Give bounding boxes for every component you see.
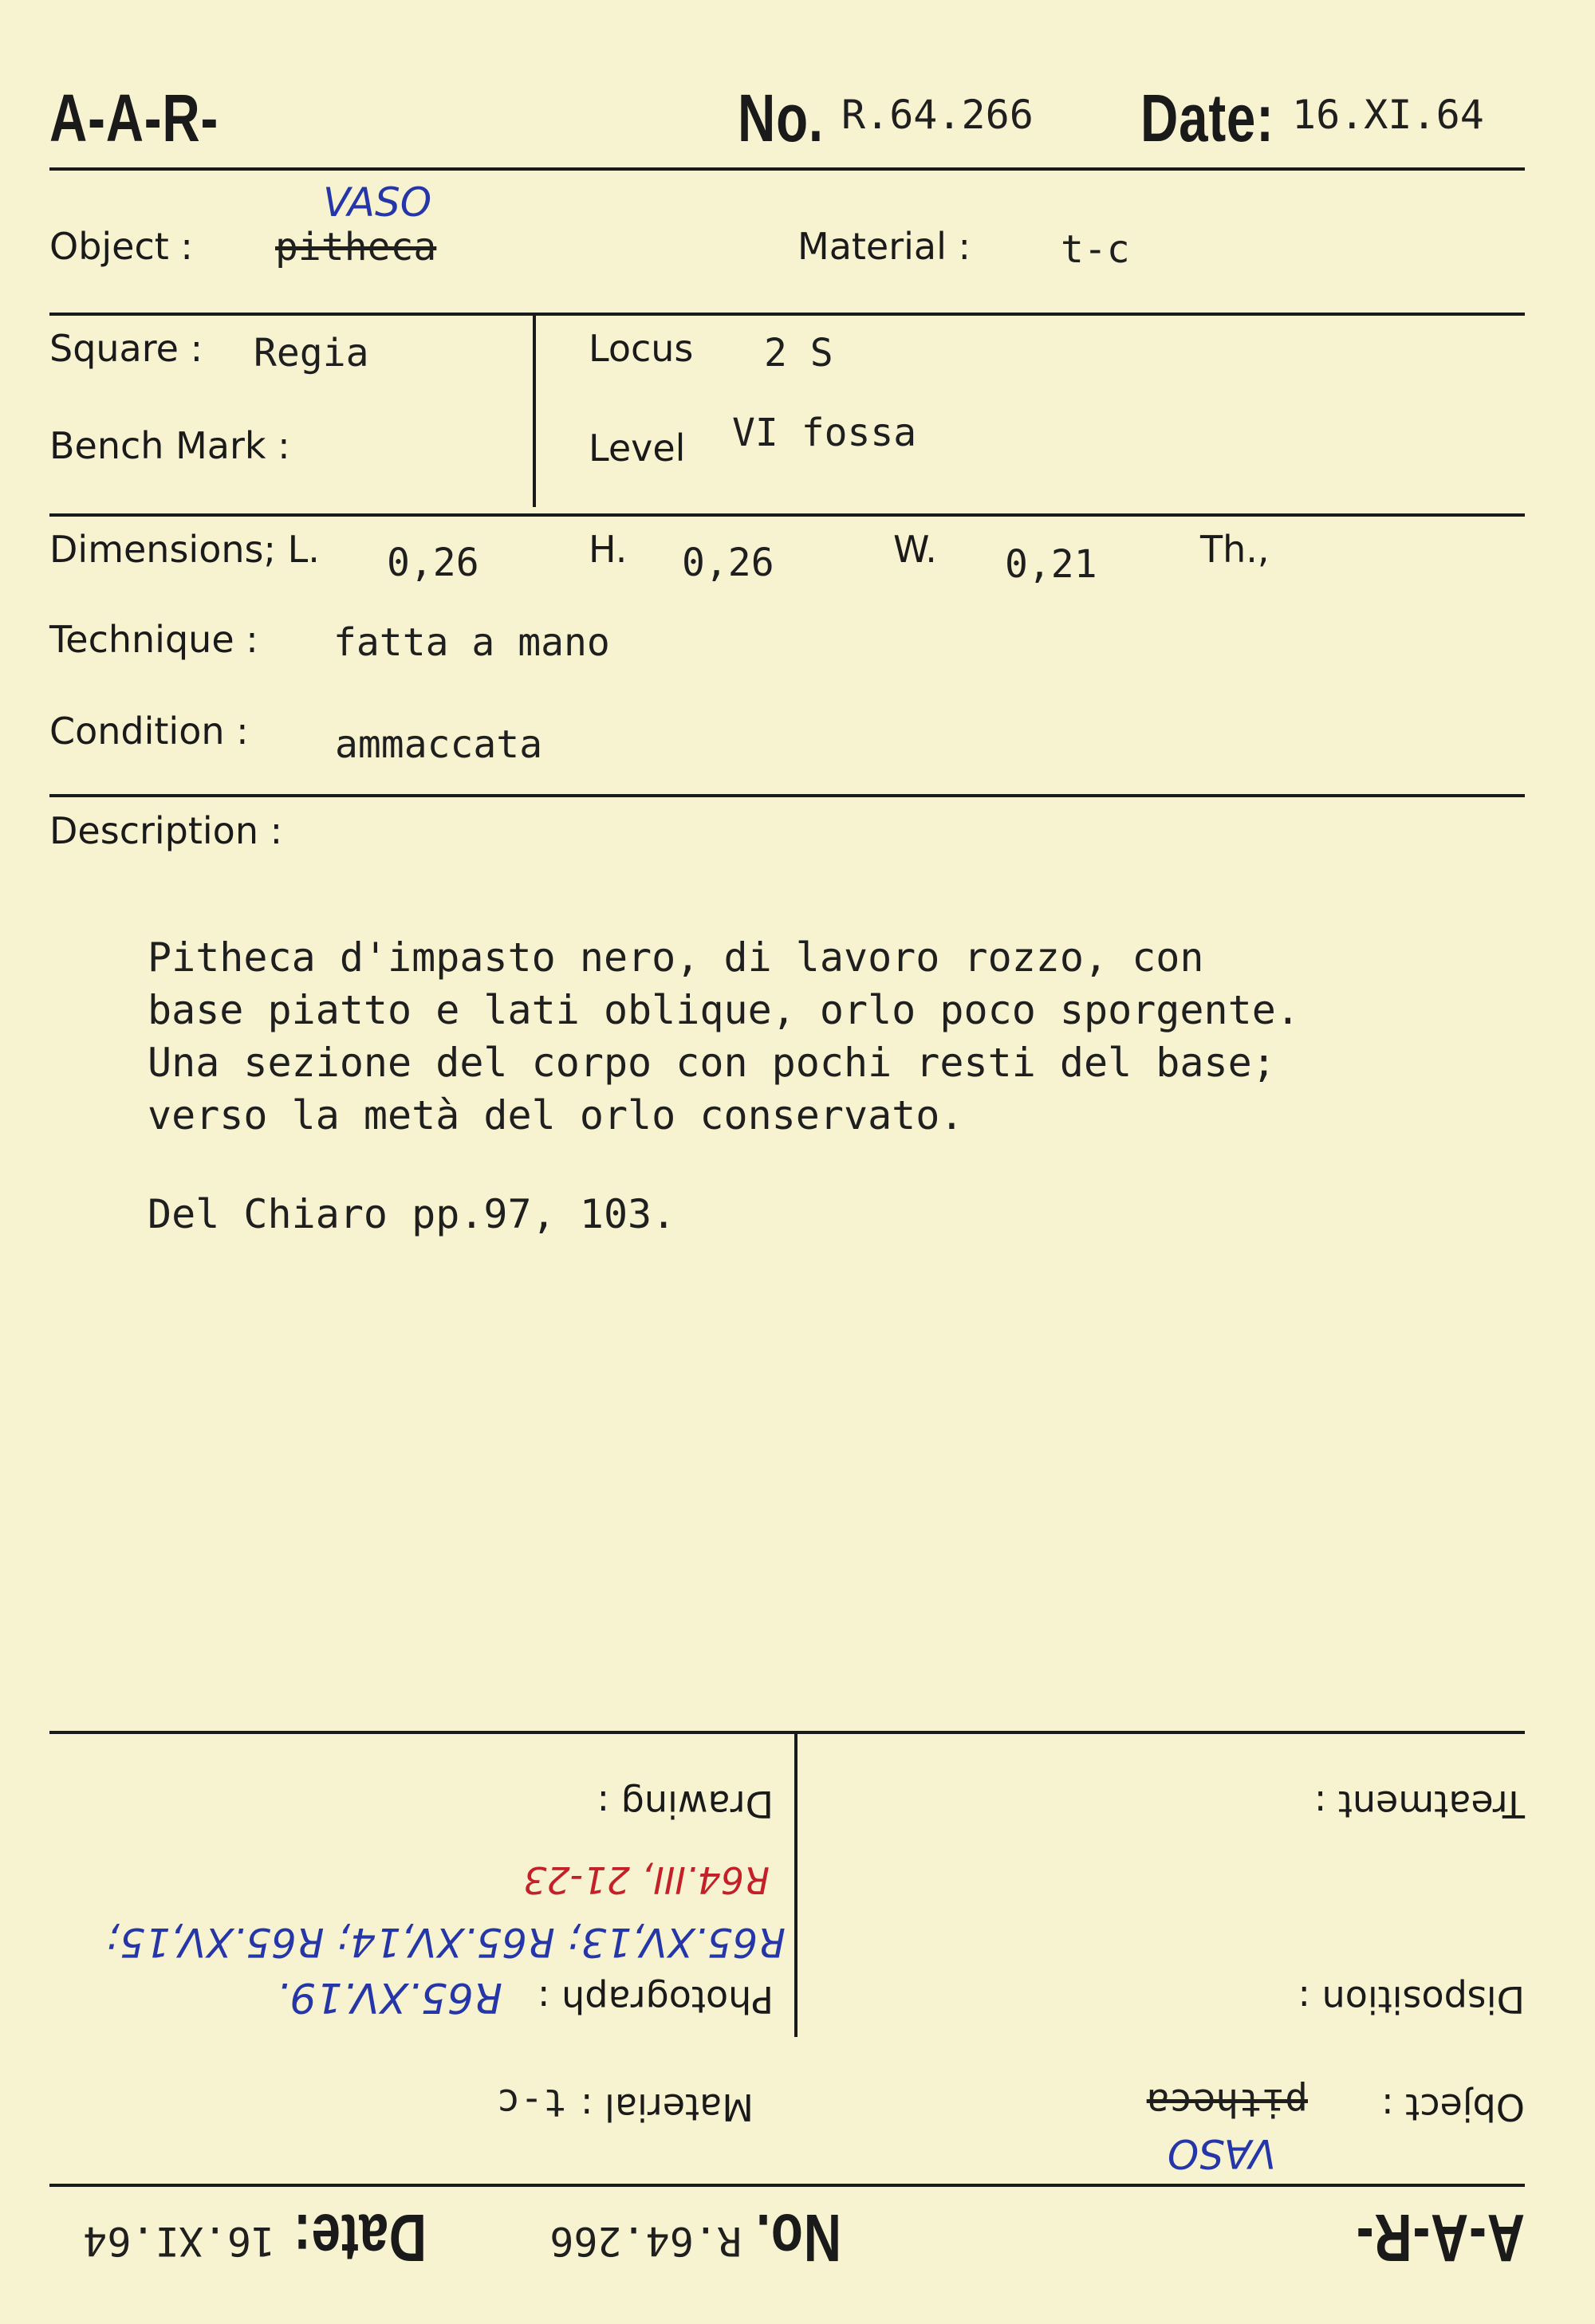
inverted-date-value: 16.XI.64 xyxy=(83,2218,275,2264)
description-line: base piatto e lati oblique, orlo poco sporgente. xyxy=(148,987,1300,1033)
dimension-height: 0,26 xyxy=(682,541,774,585)
description-line: Una sezione del corpo con pochi resti del base; xyxy=(148,1040,1276,1086)
inverted-object-label: Object : xyxy=(1381,2086,1525,2129)
locus-value: 2 S xyxy=(764,331,833,376)
technique-value: fatta a mano xyxy=(333,620,610,665)
dimension-length: 0,26 xyxy=(387,541,479,585)
inverted-object-struck: pitheca xyxy=(1146,2080,1308,2125)
dimension-width: 0,21 xyxy=(1005,542,1097,587)
inverted-card-section xyxy=(0,1654,1595,2324)
date-label: Date: xyxy=(1140,81,1274,155)
inverted-header-rule xyxy=(49,2184,1525,2187)
inverted-series-code: A-A-R- xyxy=(1355,2200,1525,2275)
bench-mark-label: Bench Mark : xyxy=(49,424,290,467)
object-label: Object : xyxy=(49,225,193,268)
level-label: Level xyxy=(589,427,686,470)
level-value: VI fossa xyxy=(732,411,917,455)
technique-label: Technique : xyxy=(49,618,258,661)
inverted-divider xyxy=(794,1734,798,2037)
drawing-value: R64.III, 21-23 xyxy=(523,1858,770,1901)
description-label: Description : xyxy=(49,809,283,852)
header-rule xyxy=(49,167,1525,171)
material-value: t-c xyxy=(1061,227,1130,272)
series-code: A-A-R- xyxy=(49,81,219,155)
square-divider xyxy=(533,314,536,507)
description-text xyxy=(148,931,1300,1142)
condition-label: Condition : xyxy=(49,710,249,753)
reference-text: Del Chiaro pp.97, 103. xyxy=(148,1191,676,1237)
photograph-value-2: R65.XV,13; R65.XV,14; R65.XV,15; xyxy=(106,1919,786,1965)
object-struck-value: pitheca xyxy=(275,225,437,269)
inverted-number-label: No. xyxy=(755,2200,841,2275)
catalog-number: R.64.266 xyxy=(841,92,1034,138)
condition-value: ammaccata xyxy=(335,722,543,767)
number-label: No. xyxy=(738,81,824,155)
photograph-value-1: R65.XV.19. xyxy=(276,1973,502,2021)
inverted-object-handwritten: VASO xyxy=(1167,2130,1276,2177)
inverted-catalog-number: R.64.266 xyxy=(549,2218,742,2264)
object-handwritten-value: VASO xyxy=(323,179,432,226)
material-label: Material : xyxy=(798,225,971,268)
condition-rule xyxy=(49,794,1525,797)
description-line: Pitheca d'impasto nero, di lavoro rozzo, con xyxy=(148,934,1204,981)
thickness-label: Th., xyxy=(1200,528,1270,571)
object-rule xyxy=(49,313,1525,316)
square-value: Regia xyxy=(254,331,369,376)
description-line: verso la metà del orlo conservato. xyxy=(148,1092,964,1138)
inverted-bottom-rule xyxy=(49,1731,1525,1734)
location-rule xyxy=(49,513,1525,517)
disposition-label: Disposition : xyxy=(1298,1978,1525,2021)
inverted-material-label: Material : xyxy=(581,2086,754,2129)
height-label: H. xyxy=(589,528,628,571)
width-label: W. xyxy=(893,528,937,571)
treatment-label: Treatment : xyxy=(1313,1783,1525,1826)
inverted-material-value: t-c xyxy=(497,2080,566,2125)
square-label: Square : xyxy=(49,327,203,370)
drawing-label: Drawing : xyxy=(597,1783,774,1826)
dimensions-label: Dimensions; L. xyxy=(49,528,320,571)
locus-label: Locus xyxy=(589,327,694,370)
date-value: 16.XI.64 xyxy=(1292,92,1484,138)
inverted-date-label: Date: xyxy=(293,2200,427,2275)
photograph-label: Photograph : xyxy=(538,1978,774,2021)
